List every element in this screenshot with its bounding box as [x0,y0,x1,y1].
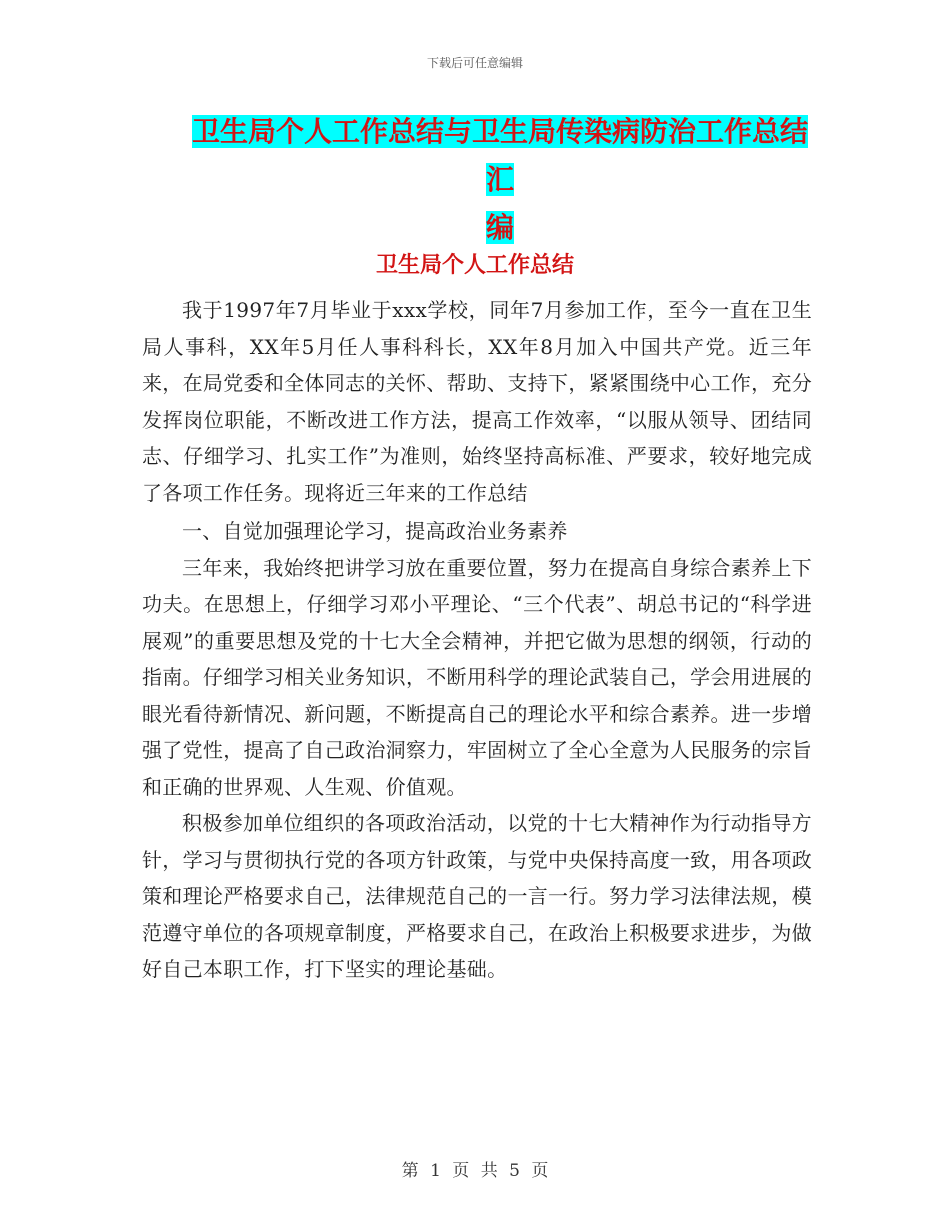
paragraph-study: 三年来，我始终把讲学习放在重要位置，努力在提高自身综合素养上下功夫。在思想上，仔细学习邓小平理论、“三个代表”、胡总书记的“科学进展观”的重要思想及党的十七大全会精神，并把它做为思想的纲领，行动的指南。仔细学习相关业务知识，不断用科学的理论武装自己，学会用进展的眼光看待新情况、新问题，不断提高自己的理论水平和综合素养。进一步增强了党性，提高了自己政治洞察力，牢固树立了全心全意为人民服务的宗旨和正确的世界观、人生观、价值观。 [142,555,812,799]
section-title: 卫生局个人工作总结 [375,252,574,278]
paragraph-intro: 我于1997年7月毕业于xxx学校，同年7月参加工作，至今一直在卫生局人事科，XX年5月任人事科科长，XX年8月加入中国共产党。近三年来，在局党委和全体同志的关怀、帮助、支持下，紧紧围绕中心工作，充分发挥岗位职能，不断改进工作方法，提高工作效率，“以服从领导、团结同志、仔细学习、扎实工作”为准则，始终坚持高标准、严要求，较好地完成了各项工作任务。现将近三年来的工作总结 [142,298,812,505]
page-number-footer: 第 1 页 共 5 页 [401,1161,549,1181]
document-title-line-1: 卫生局个人工作总结与卫生局传染病防治工作总结汇 [191,115,808,196]
paragraph-activities: 积极参加单位组织的各项政治活动，以党的十七大精神作为行动指导方针，学习与贯彻执行党的各项方针政策，与党中央保持高度一致，用各项政策和理论严格要求自己，法律规范自己的一言一行。努力学习法律法规，模范遵守单位的各项规章制度，严格要求自己，在政治上积极要求进步，为做好自己本职工作，打下坚实的理论基础。 [142,811,812,981]
paragraph-heading-1: 一、自觉加强理论学习，提高政治业务素养 [182,519,568,543]
document-title-line-2: 编 [485,211,514,244]
document-body [142,292,812,988]
header-note: 下载后可任意编辑 [426,56,523,70]
document-title [190,108,810,252]
